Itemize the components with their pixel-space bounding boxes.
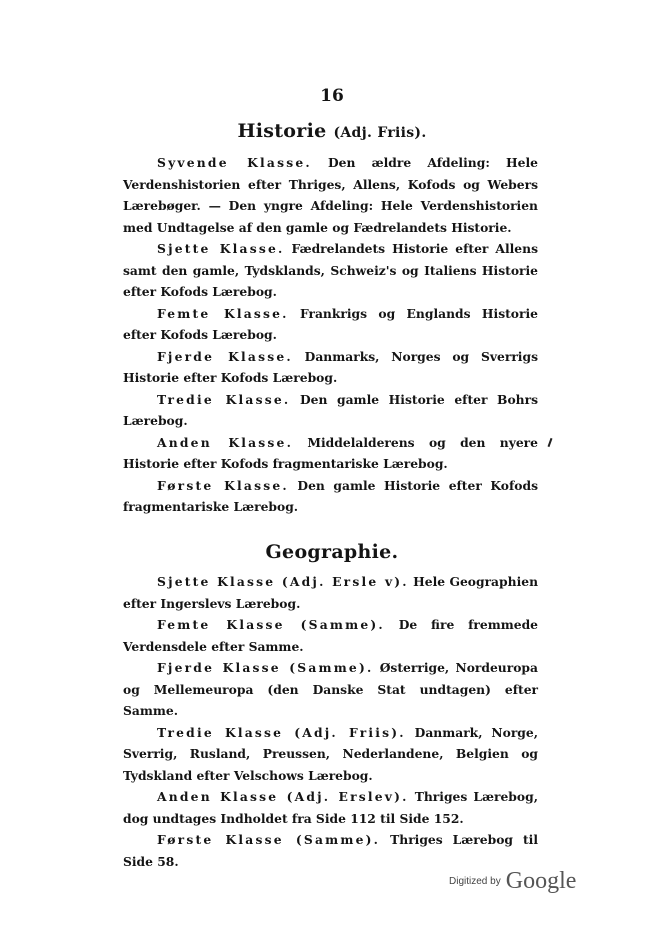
class-label: Syvende Klasse. <box>157 155 312 170</box>
paragraph-text: Hele Geographien efter Ingerslevs Lærebog. <box>123 574 539 611</box>
class-label: Tredie Klasse. <box>157 391 291 407</box>
paragraph <box>123 829 538 872</box>
paragraph-text: Thriges Lærebog, dog undtages Indholdet fra Side 112 til Side 152. <box>123 789 538 826</box>
class-label: Første Klasse. <box>157 477 289 493</box>
paragraph <box>123 152 538 238</box>
section-heading-geographie <box>0 541 664 563</box>
paragraph-text: Danmarks, Norges og Sverrigs Historie efter Kofods Lærebog. <box>123 348 538 385</box>
paragraph <box>123 303 538 346</box>
paragraph <box>123 346 538 389</box>
paragraph-text: Den ældre Afdeling: Hele Verdenshistorien efter Thriges, Allens, Kofods og Webers Lærebøger. — Den yngre Afdeling: Hele Verdenshistorien med Undtagelse af den gamle og Fædrelandets Historie. <box>123 155 538 235</box>
paragraph <box>123 475 538 518</box>
class-label: Anden Klasse. <box>157 434 294 450</box>
class-label: Sjette Klasse. <box>157 241 285 256</box>
paragraph-text: Østerrige, Nordeuropa og Mellemeuropa (den Danske Stat undtagen) efter Samme. <box>123 660 538 718</box>
historie-section <box>123 152 538 518</box>
paragraph <box>123 389 538 432</box>
paragraph <box>123 614 538 657</box>
geographie-section <box>123 571 538 872</box>
historie-title: Historie <box>237 120 327 142</box>
paragraph-text: Thriges Lærebog til Side 58. <box>123 832 538 869</box>
digitized-label: Digitized by <box>449 876 501 887</box>
paragraph <box>123 722 538 787</box>
paragraph-text: Middelalderens og den nyere Historie efter Kofods fragmentariske Lærebog. <box>123 434 538 471</box>
paragraph <box>123 238 538 303</box>
paragraph-text: Den gamle Historie efter Kofods fragmentariske Lærebog. <box>123 477 539 514</box>
paragraph <box>123 786 538 829</box>
paragraph-text: Danmark, Norge, Sverrig, Rusland, Preussen, Nederlandene, Belgien og Tydskland efter Velschows Lærebog. <box>123 724 538 783</box>
paragraph-text: Den gamle Historie efter Bohrs Lærebog. <box>123 391 538 428</box>
class-label: Femte Klasse. <box>157 305 289 321</box>
google-logo: Google <box>505 868 577 894</box>
class-label: Fjerde Klasse (Samme). <box>157 660 374 675</box>
paragraph <box>123 432 538 475</box>
historie-subtitle: (Adj. Friis). <box>333 125 427 141</box>
class-label: Femte Klasse (Samme). <box>157 617 385 632</box>
class-label: Anden Klasse (Adj. Erslev). <box>157 789 409 804</box>
class-label: Tredie Klasse (Adj. Friis). <box>157 724 406 740</box>
margin-mark <box>548 438 553 447</box>
paragraph-text: Fædrelandets Historie efter Allens samt den gamle, Tydsklands, Schweiz's og Italiens Historie efter Kofods Lærebog. <box>123 241 538 299</box>
class-label: Fjerde Klasse. <box>157 348 293 364</box>
geographie-title: Geographie. <box>265 541 399 563</box>
class-label: Sjette Klasse (Adj. Ersle v). <box>157 574 409 589</box>
digitized-by-watermark <box>449 868 576 895</box>
page-number: 16 <box>320 86 344 106</box>
paragraph <box>123 571 538 614</box>
class-label: Første Klasse (Samme). <box>157 832 381 847</box>
paragraph <box>123 657 538 722</box>
paragraph-text: De fire fremmede Verdensdele efter Samme. <box>123 617 538 654</box>
section-heading-historie <box>0 120 664 142</box>
paragraph-text: Frankrigs og Englands Historie efter Kofods Lærebog. <box>123 305 538 342</box>
